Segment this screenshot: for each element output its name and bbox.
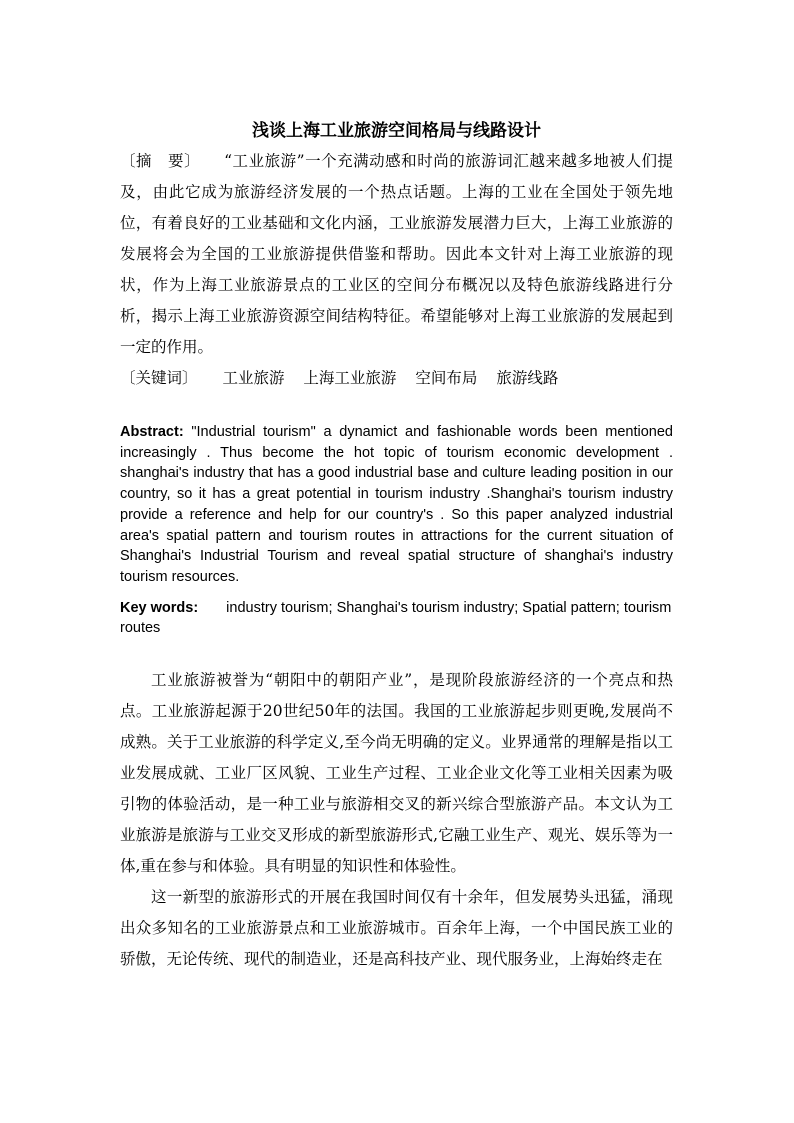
body-paragraph: 工业旅游被誉为“朝阳中的朝阳产业”，是现阶段旅游经济的一个亮点和热点。工业旅游起源于20世纪50年的法国。我国的工业旅游起步则更晚,发展尚不成熟。关于工业旅游的科学定义,至今尚无明确的定义。业界通常的理解是指以工业发展成就、工业厂区风貌、工业生产过程、工业企业文化等工业相关因素为吸引物的体验活动，是一种工业与旅游相交叉的新兴综合型旅游产品。本文认为工业旅游是旅游与工业交叉形成的新型旅游形式,它融工业生产、观光、娱乐等为一体,重在参与和体验。具有明显的知识性和体验性。 xyxy=(120,671,673,876)
english-keywords-text: industry tourism; Shanghai's tourism industry; Spatial pattern; tourism routes xyxy=(120,599,672,637)
english-abstract xyxy=(120,422,673,588)
chinese-keyword: 旅游线路 xyxy=(496,369,559,387)
document-page xyxy=(120,120,673,975)
chinese-abstract-label: 〔摘 要〕 xyxy=(120,152,201,170)
english-abstract-text: "Industrial tourism" a dynamict and fashionable words been mentioned increasingly . Thus become the hot topic of tourism economic development . shanghai's industry that has a good industrial base and culture leading position in our country, so it has a great potential in tourism industry .Shanghai's tourism industry provide a reference and help for our country's . So this paper analyzed industrial area's spatial pattern and tourism routes in attractions for the current situation of Shanghai's Industrial Tourism and reveal spatial structure of shanghai's industry tourism resources. xyxy=(120,424,673,585)
chinese-abstract-text: “工业旅游”一个充满动感和时尚的旅游词汇越来越多地被人们提及，由此它成为旅游经济发展的一个热点话题。上海的工业在全国处于领先地位，有着良好的工业基础和文化内涵，工业旅游发展潜力巨大，上海工业旅游的发展将会为全国的工业旅游提供借鉴和帮助。因此本文针对上海工业旅游的现状，作为上海工业旅游景点的工业区的空间分布概况以及特色旅游线路进行分析，揭示上海工业旅游资源空间结构特征。希望能够对上海工业旅游的发展起到一定的作用。 xyxy=(120,152,673,356)
english-abstract-label: Abstract: xyxy=(120,424,184,440)
body-section xyxy=(120,665,673,975)
chinese-keyword: 空间布局 xyxy=(415,369,478,387)
english-keywords xyxy=(120,598,673,639)
chinese-abstract xyxy=(120,146,673,363)
english-keywords-label: Key words: xyxy=(120,599,199,616)
chinese-keyword: 工业旅游 xyxy=(222,369,285,387)
chinese-keywords-label: 〔关键词〕 xyxy=(120,369,198,387)
chinese-keywords xyxy=(120,363,673,394)
body-paragraph: 这一新型的旅游形式的开展在我国时间仅有十余年，但发展势头迅猛，涌现出众多知名的工业旅游景点和工业旅游城市。百余年上海，一个中国民族工业的骄傲，无论传统、现代的制造业，还是高科技产业、现代服务业，上海始终走在 xyxy=(120,888,673,969)
paper-title: 浅谈上海工业旅游空间格局与线路设计 xyxy=(252,121,541,141)
chinese-keyword: 上海工业旅游 xyxy=(303,369,397,387)
